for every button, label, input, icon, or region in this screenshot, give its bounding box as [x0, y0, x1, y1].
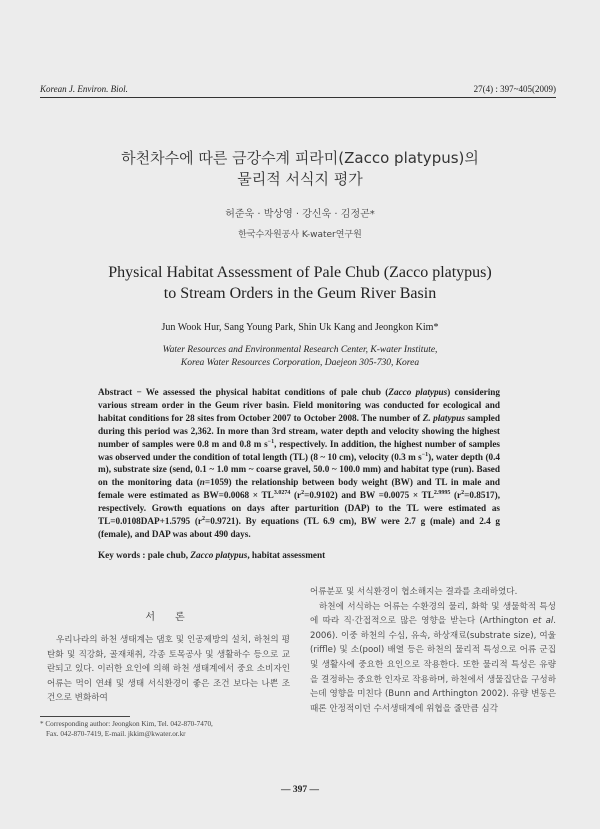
- journal-name: Korean J. Environ. Biol.: [40, 84, 128, 94]
- body-left-column: 우리나라의 하천 생태계는 댐호 및 인공제방의 설치, 하천의 평탄화 및 직강화, 골재채취, 각종 토목공사 및 생활하수 등으로 교란되고 있다. 이러한 요인에 의해 하천 생태계에서 중요 소비자인 어류는 먹이 연쇄 및 생태 서식환경이 좋은 조건 보다는 나쁜 조건으로 변화하여: [47, 635, 290, 704]
- english-title-line2: to Stream Orders in the Geum River Basin: [163, 285, 437, 302]
- korean-title-line2: 물리적 서식지 평가: [237, 170, 363, 188]
- section-heading-introduction: 서 론: [145, 612, 185, 623]
- footnote-rule: [40, 716, 130, 717]
- abstract-label: Abstract: [98, 387, 133, 397]
- korean-authors: 허준욱 · 박상영 · 강신욱 · 김정곤*: [225, 209, 375, 220]
- affiliation-line1: Water Resources and Environmental Research Center, K-water Institute,: [162, 345, 438, 355]
- affiliation-line2: Korea Water Resources Corporation, Daejeon 305-730, Korea: [180, 358, 420, 368]
- korean-title-line1: 하천차수에 따른 금강수계 피라미(Zacco platypus)의: [121, 149, 479, 167]
- english-affiliation: [0, 344, 600, 370]
- keywords: Key words : pale chub, Zacco platypus, habitat assessment: [98, 550, 326, 560]
- abstract: Abstract − We assessed the physical habitat conditions of pale chub (Zacco platypus) considering various stream order in the Geum river basin. Field monitoring was conducted for ecological and habitat conditions for 28 sites from October 2007 to October 2008. The number of Z. platypus sampled during this period was 2,362. In more than 3rd stream, water depth and velocity showing the highest number of samples were 0.8 m and 0.8 m $s^{-1}$, respectively. In addition, the highest number of samples was observed under the condition of total length (TL) (8 ~ 10 cm), velocity (0.3 m $s^{-1}$), water depth (0.4 m), substrate size (send, 0.1 ~ 1.0 mm ~ coarse gravel, 50.0 ~ 100.0 mm) and habitat type (run). Based on the monitoring data (n=1059) the relationship between body weight (BW) and TL in male and female were estimated as $BW=0.0068 \times TL^{3.0274}$ $(r^2=0.9102)$ and BW $=0.0075 \times TL^{2.9995}$ $(r^2=0.8517)$, respectively. Growth equations on days after parturition (DAP) to the TL were estimated as TL=0.0108DAP+1.5795 $(r^2=0.9721)$. By equations (TL 6.9 cm), BW were 2.7 g (male) and 2.4 g (female), and DAP was about 490 days.: [98, 387, 501, 539]
- citation: 27(4) : 397~405(2009): [473, 84, 556, 94]
- body-right-column: 어류분포 및 서식환경이 협소해지는 결과를 초래하였다. 하천에 서식하는 어류는 수환경의 물리, 화학 및 생물학적 특성에 따라 직·간접적으로 많은 영향을 받는다 (Arthington et al. 2006). 이중 하천의 수심, 유속, 하상재료(substrate size), 여울(riffle) 및 소(pool) 배열 등은 하천의 물리적 특성으로 어류 군집 및 생활사에 중요한 요인으로 작용한다. 또한 물리적 특성은 유량을 결정하는 중요한 인자로 작용하며, 하천에서 생물집단을 구성하는데 영향을 미친다 (Bunn and Arthington 2002). 유량 변동은 때론 안정적이던 수서생태계에 위협을 줄만큼 심각: [310, 587, 556, 714]
- english-authors: Jun Wook Hur, Sang Young Park, Shin Uk Kang and Jeongkon Kim*: [161, 322, 439, 333]
- corresponding-author-footnote: * Corresponding author: Jeongkon Kim, Tel. 042-870-7470, Fax. 042-870-7419, E-mail. jkkim@kwater.or.kr: [40, 720, 213, 738]
- korean-affiliation: 한국수자원공사 K-water연구원: [238, 230, 362, 240]
- english-title: [0, 262, 600, 304]
- english-title-line1: Physical Habitat Assessment of Pale Chub (Zacco platypus): [108, 264, 492, 281]
- page-number: — 397 —: [281, 785, 319, 795]
- header-rule: [40, 97, 556, 98]
- korean-title: [0, 148, 600, 190]
